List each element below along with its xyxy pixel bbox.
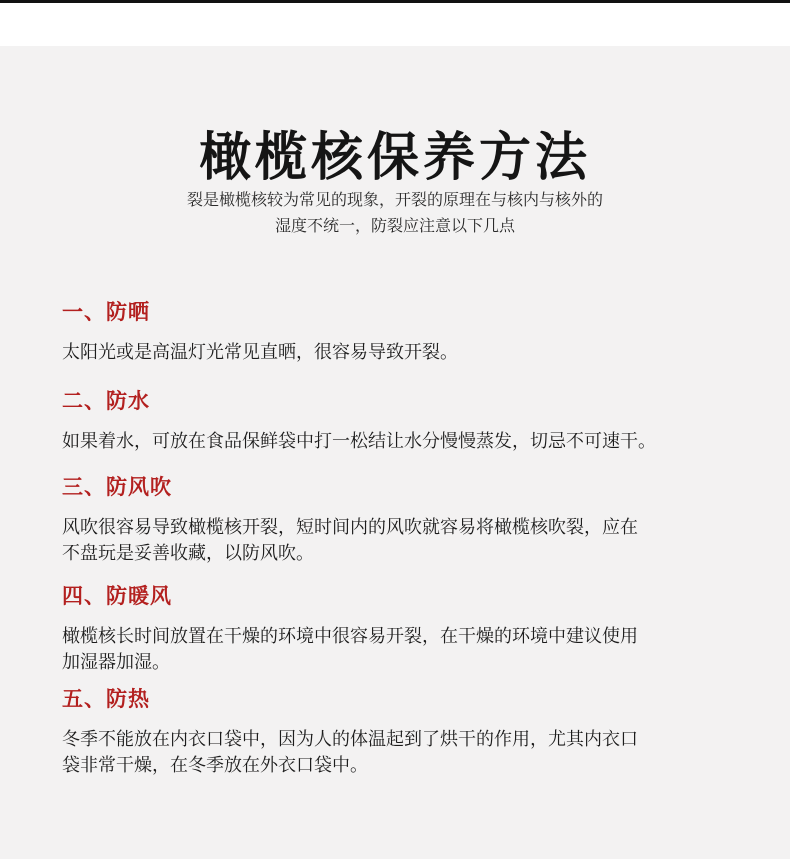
- top-border-line: [0, 0, 790, 3]
- intro-line-1: 裂是橄榄核较为常见的现象，开裂的原理在与核内与核外的: [186, 190, 603, 209]
- section-text-wind-line-1: 风吹很容易导致橄榄核开裂，短时间内的风吹就容易将橄榄核吹裂，应在: [62, 517, 638, 538]
- section-text-heat-line-2: 袋非常干燥，在冬季放在外衣口袋中。: [62, 755, 368, 776]
- section-heading-water: 二、防水: [62, 389, 150, 413]
- section-heading-heat: 五、防热: [62, 687, 150, 711]
- section-text-wind-line-2: 不盘玩是妥善收藏，以防风吹。: [62, 543, 314, 564]
- page-title: 橄榄核保养方法: [198, 127, 591, 188]
- section-heading-wind: 三、防风吹: [62, 475, 172, 499]
- section-text-warm-air-line-1: 橄榄核长时间放置在干燥的环境中很容易开裂，在干燥的环境中建议使用: [62, 626, 638, 647]
- section-heading-warm-air: 四、防暖风: [62, 584, 172, 608]
- section-text-heat-line-1: 冬季不能放在内衣口袋中，因为人的体温起到了烘干的作用，尤其内衣口: [62, 729, 638, 750]
- section-heading-sun: 一、防晒: [62, 300, 150, 324]
- top-band: [0, 0, 790, 46]
- intro-line-2: 湿度不统一，防裂应注意以下几点: [274, 216, 515, 235]
- section-text-water-line-1: 如果着水，可放在食品保鲜袋中打一松结让水分慢慢蒸发，切忌不可速干。: [62, 431, 656, 452]
- section-text-warm-air-line-2: 加湿器加湿。: [62, 652, 170, 673]
- section-text-sun-line-1: 太阳光或是高温灯光常见直晒，很容易导致开裂。: [62, 342, 458, 363]
